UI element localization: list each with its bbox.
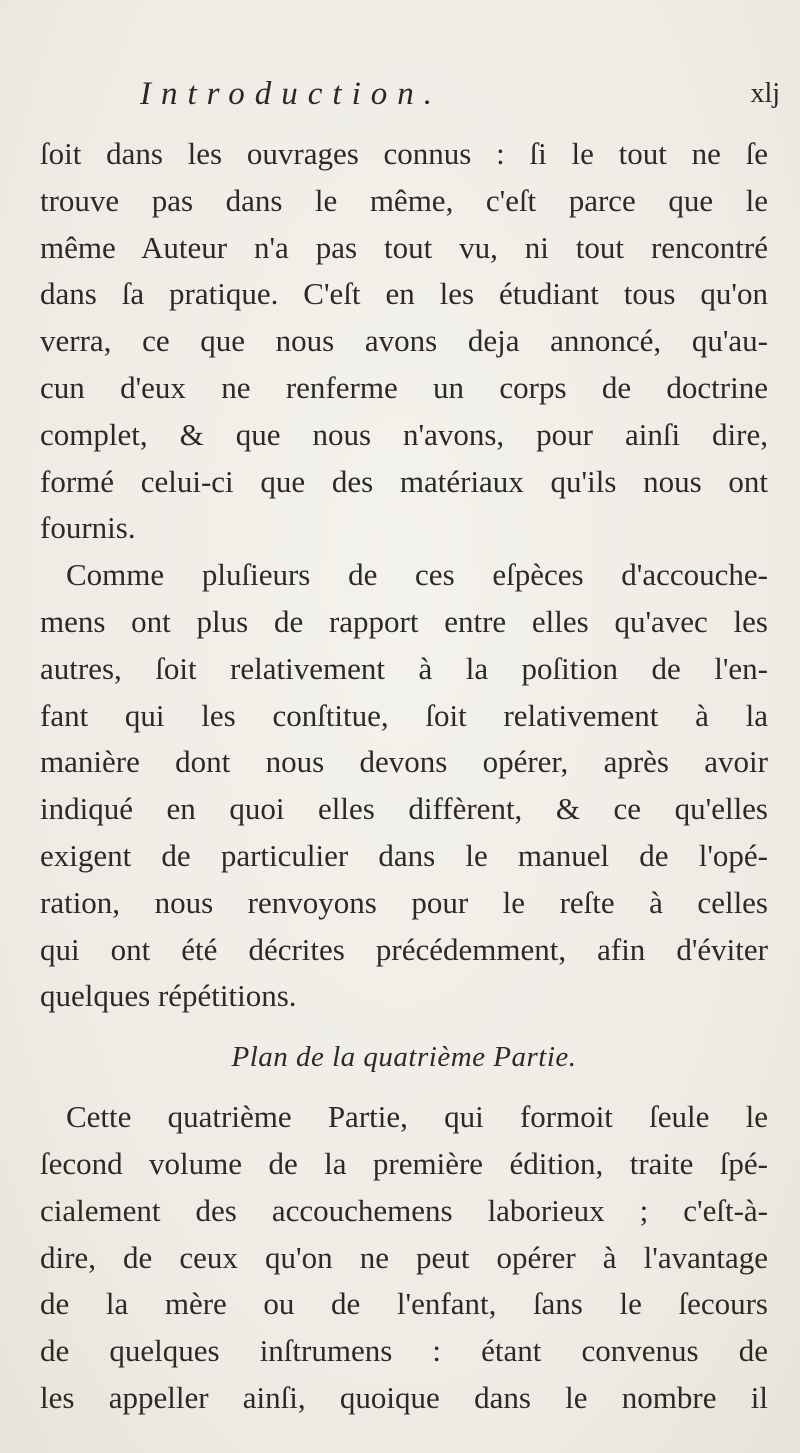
- text-line: mens ont plus de rapport entre elles qu'avec les: [40, 603, 768, 639]
- text-line: Cette quatrième Partie, qui formoit ſeule le: [66, 1099, 768, 1135]
- body-text: [40, 131, 768, 1422]
- text-line: ſecond volume de la première édition, traite ſpé-: [40, 1145, 768, 1181]
- text-line: quelques répétitions.: [40, 978, 297, 1014]
- text-line: les appeller ainſi, quoique dans le nombre il: [40, 1379, 768, 1415]
- text-line: exigent de particulier dans le manuel de l'opé-: [40, 837, 768, 873]
- section-heading: Plan de la quatrième Partie.: [231, 1041, 577, 1074]
- text-line: de la mère ou de l'enfant, ſans le ſecours: [40, 1286, 768, 1322]
- text-line: fant qui les conſtitue, ſoit relativement à la: [40, 697, 768, 733]
- text-line: dire, de ceux qu'on ne peut opérer à l'avantage: [40, 1239, 768, 1275]
- text-line: indiqué en quoi elles diffèrent, & ce qu'elles: [40, 791, 768, 827]
- text-line: cun d'eux ne renferme un corps de doctrine: [40, 369, 768, 405]
- text-line: ration, nous renvoyons pour le reſte à celles: [40, 884, 768, 920]
- text-line: manière dont nous devons opérer, après avoir: [40, 744, 768, 780]
- paragraph-3: [40, 1094, 768, 1422]
- running-head-title: Introduction.: [140, 76, 443, 112]
- text-line: qui ont été décrites précédemment, afin d'éviter: [40, 931, 768, 967]
- text-line: Comme pluſieurs de ces eſpèces d'accouche-: [66, 557, 768, 593]
- text-line: trouve pas dans le même, c'eſt parce que le: [40, 182, 768, 218]
- paragraph-1: [40, 131, 768, 552]
- paragraph-2: [40, 552, 768, 1020]
- text-line: cialement des accouchemens laborieux ; c'eſt-à-: [40, 1192, 768, 1228]
- page-number: xlj: [750, 78, 780, 109]
- text-line: de quelques inſtrumens : étant convenus de: [40, 1333, 768, 1369]
- text-line: même Auteur n'a pas tout vu, ni tout rencontré: [40, 229, 768, 265]
- running-head: [140, 76, 780, 116]
- text-line: ſoit dans les ouvrages connus : ſi le tout ne ſe: [40, 136, 768, 171]
- text-line: formé celui-ci que des matériaux qu'ils nous ont: [40, 463, 768, 499]
- text-line: dans ſa pratique. C'eſt en les étudiant tous qu'on: [40, 276, 768, 312]
- text-line: fournis.: [40, 510, 136, 546]
- text-line: verra, ce que nous avons deja annoncé, qu'au-: [40, 323, 768, 359]
- text-line: autres, ſoit relativement à la poſition de l'en-: [40, 650, 768, 686]
- text-line: complet, & que nous n'avons, pour ainſi dire,: [40, 416, 768, 452]
